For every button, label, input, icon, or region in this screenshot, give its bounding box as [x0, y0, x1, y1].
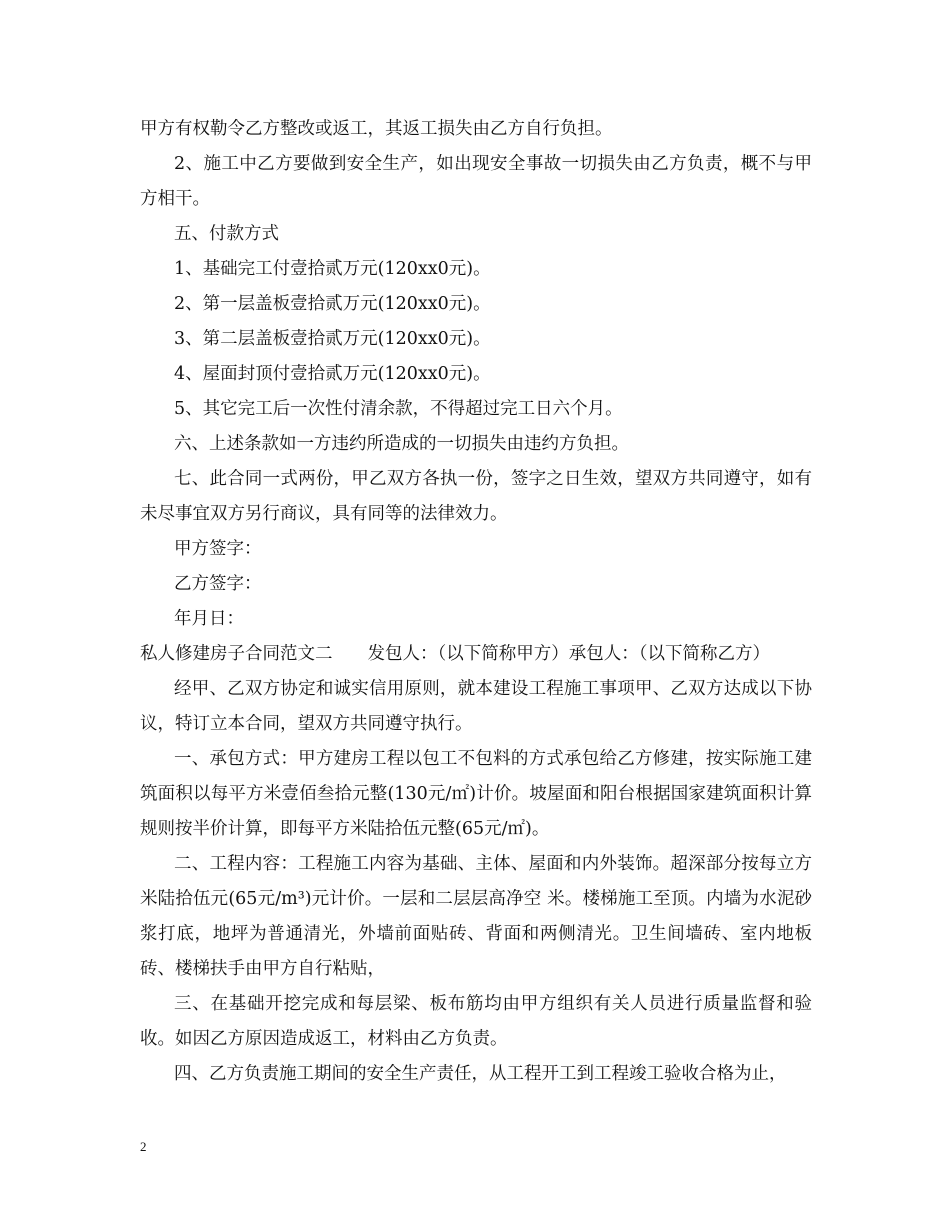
paragraph-9: 六、上述条款如一方违约所造成的一切损失由违约方负担。	[174, 434, 629, 454]
paragraph-17: 二、工程内容：工程施工内容为基础、主体、屋面和内外装饰。超深部分按每立方米陆拾伍元(65元/m³)元计价。一层和二层层高净空 米。楼梯施工至顶。内墙为水泥砂浆打底，地坪为普通清光，外墙前面贴砖、背面和两侧清光。卫生间墙砖、室内地板砖、楼梯扶手由甲方自行粘贴，	[140, 854, 812, 979]
paragraph-6: 3、第二层盖板壹拾贰万元(120xx0元)。	[174, 329, 491, 349]
paragraph-18: 三、在基础开挖完成和每层梁、板布筋均由甲方组织有关人员进行质量监督和验收。如因乙方原因造成返工，材料由乙方负责。	[140, 994, 812, 1049]
paragraph-8: 5、其它完工后一次性付清余款，不得超过完工日六个月。	[174, 399, 623, 419]
paragraph-16: 一、承包方式：甲方建房工程以包工不包料的方式承包给乙方修建，按实际施工建筑面积以每平方米壹佰叁拾元整(130元/㎡)计价。坡屋面和阳台根据国家建筑面积计算规则按半价计算，即每平方米陆拾伍元整(65元/㎡)。	[140, 749, 812, 839]
signature-party-b: 乙方签字：	[174, 574, 262, 594]
paragraph-15: 经甲、乙双方协定和诚实信用原则，就本建设工程施工事项甲、乙双方达成以下协议，特订立本合同，望双方共同遵守执行。	[140, 679, 812, 734]
page-number: 2	[140, 1139, 147, 1154]
paragraph-4: 1、基础完工付壹拾贰万元(120xx0元)。	[174, 259, 491, 279]
section-heading-payment: 五、付款方式	[174, 224, 279, 244]
signature-date: 年月日：	[174, 609, 244, 629]
paragraph-1: 甲方有权勒令乙方整改或返工，其返工损失由乙方自行负担。	[140, 119, 613, 139]
paragraph-19: 四、乙方负责施工期间的安全生产责任，从工程开工到工程竣工验收合格为止，	[174, 1064, 787, 1084]
contract-two-heading: 私人修建房子合同范文二 发包人：（以下简称甲方）承包人：（以下简称乙方）	[140, 644, 770, 664]
document-body	[140, 112, 812, 1092]
signature-party-a: 甲方签字：	[174, 539, 262, 559]
paragraph-10: 七、此合同一式两份，甲乙双方各执一份，签字之日生效，望双方共同遵守，如有未尽事宜双方另行商议，具有同等的法律效力。	[140, 469, 812, 524]
paragraph-5: 2、第一层盖板壹拾贰万元(120xx0元)。	[174, 294, 491, 314]
paragraph-2: 2、施工中乙方要做到安全生产，如出现安全事故一切损失由乙方负责，概不与甲方相干。	[140, 154, 812, 209]
paragraph-7: 4、屋面封顶付壹拾贰万元(120xx0元)。	[174, 364, 491, 384]
